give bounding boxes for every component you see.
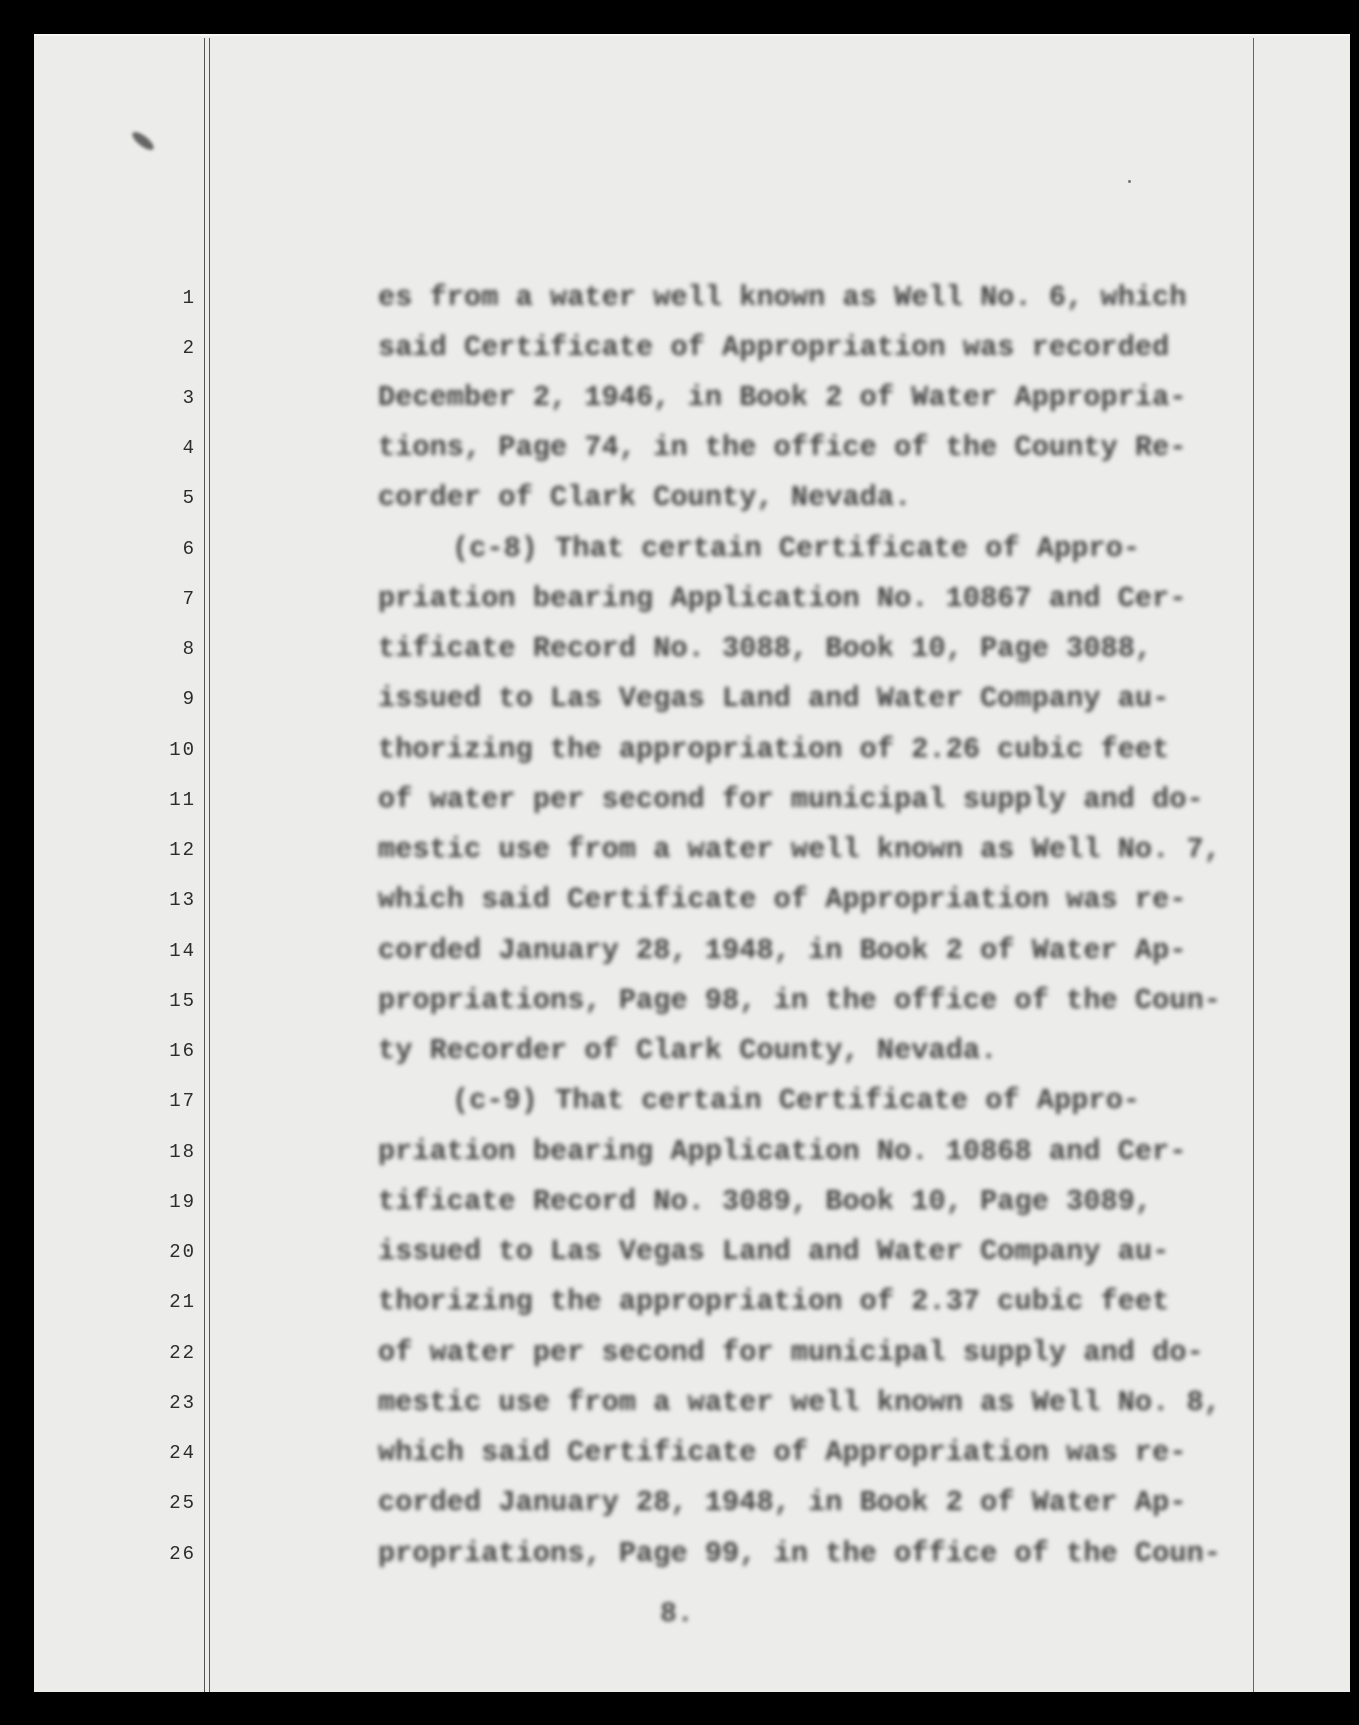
text-line: propriations, Page 99, in the office of the Coun- xyxy=(378,1537,1221,1570)
text-line: priation bearing Application No. 10867 and Cer- xyxy=(378,582,1187,615)
line-number: 2 xyxy=(182,337,196,359)
line-number: 7 xyxy=(182,588,196,610)
line-number: 13 xyxy=(169,889,196,911)
line-number: 4 xyxy=(182,437,196,459)
right-margin-rule xyxy=(1253,38,1254,1692)
text-line: tions, Page 74, in the office of the County Re- xyxy=(378,431,1187,464)
text-line: corder of Clark County, Nevada. xyxy=(378,481,912,514)
line-number: 22 xyxy=(169,1342,196,1364)
text-line: said Certificate of Appropriation was recorded xyxy=(378,331,1170,364)
text-line: priation bearing Application No. 10868 and Cer- xyxy=(378,1135,1187,1168)
text-line: mestic use from a water well known as Well No. 8, xyxy=(378,1386,1221,1419)
line-number: 6 xyxy=(182,538,196,560)
line-number: 18 xyxy=(169,1141,196,1163)
line-number: 16 xyxy=(169,1040,196,1062)
text-line: December 2, 1946, in Book 2 of Water Appropria- xyxy=(378,381,1187,414)
line-number: 24 xyxy=(169,1442,196,1464)
line-number: 14 xyxy=(169,940,196,962)
text-line: corded January 28, 1948, in Book 2 of Water Ap- xyxy=(378,1486,1187,1519)
line-number: 12 xyxy=(169,839,196,861)
line-number: 15 xyxy=(169,990,196,1012)
line-number: 19 xyxy=(169,1191,196,1213)
line-number: 3 xyxy=(182,387,196,409)
text-line: issued to Las Vegas Land and Water Company au- xyxy=(378,1235,1170,1268)
text-line: which said Certificate of Appropriation was re- xyxy=(378,883,1187,916)
text-line: es from a water well known as Well No. 6, which xyxy=(378,281,1187,314)
text-line: tificate Record No. 3088, Book 10, Page 3088, xyxy=(378,632,1153,665)
line-number: 17 xyxy=(169,1090,196,1112)
line-number: 25 xyxy=(169,1492,196,1514)
left-margin-rule xyxy=(204,38,205,1692)
text-line: tificate Record No. 3089, Book 10, Page 3089, xyxy=(378,1185,1153,1218)
line-number: 23 xyxy=(169,1392,196,1414)
text-line: (c-8) That certain Certificate of Appro- xyxy=(452,532,1141,565)
text-line: mestic use from a water well known as Well No. 7, xyxy=(378,833,1221,866)
text-line: issued to Las Vegas Land and Water Company au- xyxy=(378,682,1170,715)
left-margin-rule-inner xyxy=(209,38,210,1692)
paper-speck xyxy=(1128,180,1131,183)
page-number: 8. xyxy=(660,1599,694,1630)
text-line: corded January 28, 1948, in Book 2 of Water Ap- xyxy=(378,934,1187,967)
line-number: 20 xyxy=(169,1241,196,1263)
line-number: 5 xyxy=(182,487,196,509)
text-line: of water per second for municipal supply and do- xyxy=(378,783,1204,816)
line-number: 9 xyxy=(182,688,196,710)
line-number: 1 xyxy=(182,287,196,309)
line-number: 26 xyxy=(169,1543,196,1565)
text-line: of water per second for municipal supply and do- xyxy=(378,1336,1204,1369)
text-line: ty Recorder of Clark County, Nevada. xyxy=(378,1034,998,1067)
text-line: propriations, Page 98, in the office of the Coun- xyxy=(378,984,1221,1017)
line-number: 10 xyxy=(169,739,196,761)
line-number: 11 xyxy=(169,789,196,811)
text-line: thorizing the appropriation of 2.37 cubic feet xyxy=(378,1285,1170,1318)
text-line: which said Certificate of Appropriation was re- xyxy=(378,1436,1187,1469)
text-line: (c-9) That certain Certificate of Appro- xyxy=(452,1084,1141,1117)
line-number: 8 xyxy=(182,638,196,660)
text-line: thorizing the appropriation of 2.26 cubic feet xyxy=(378,733,1170,766)
line-number: 21 xyxy=(169,1291,196,1313)
